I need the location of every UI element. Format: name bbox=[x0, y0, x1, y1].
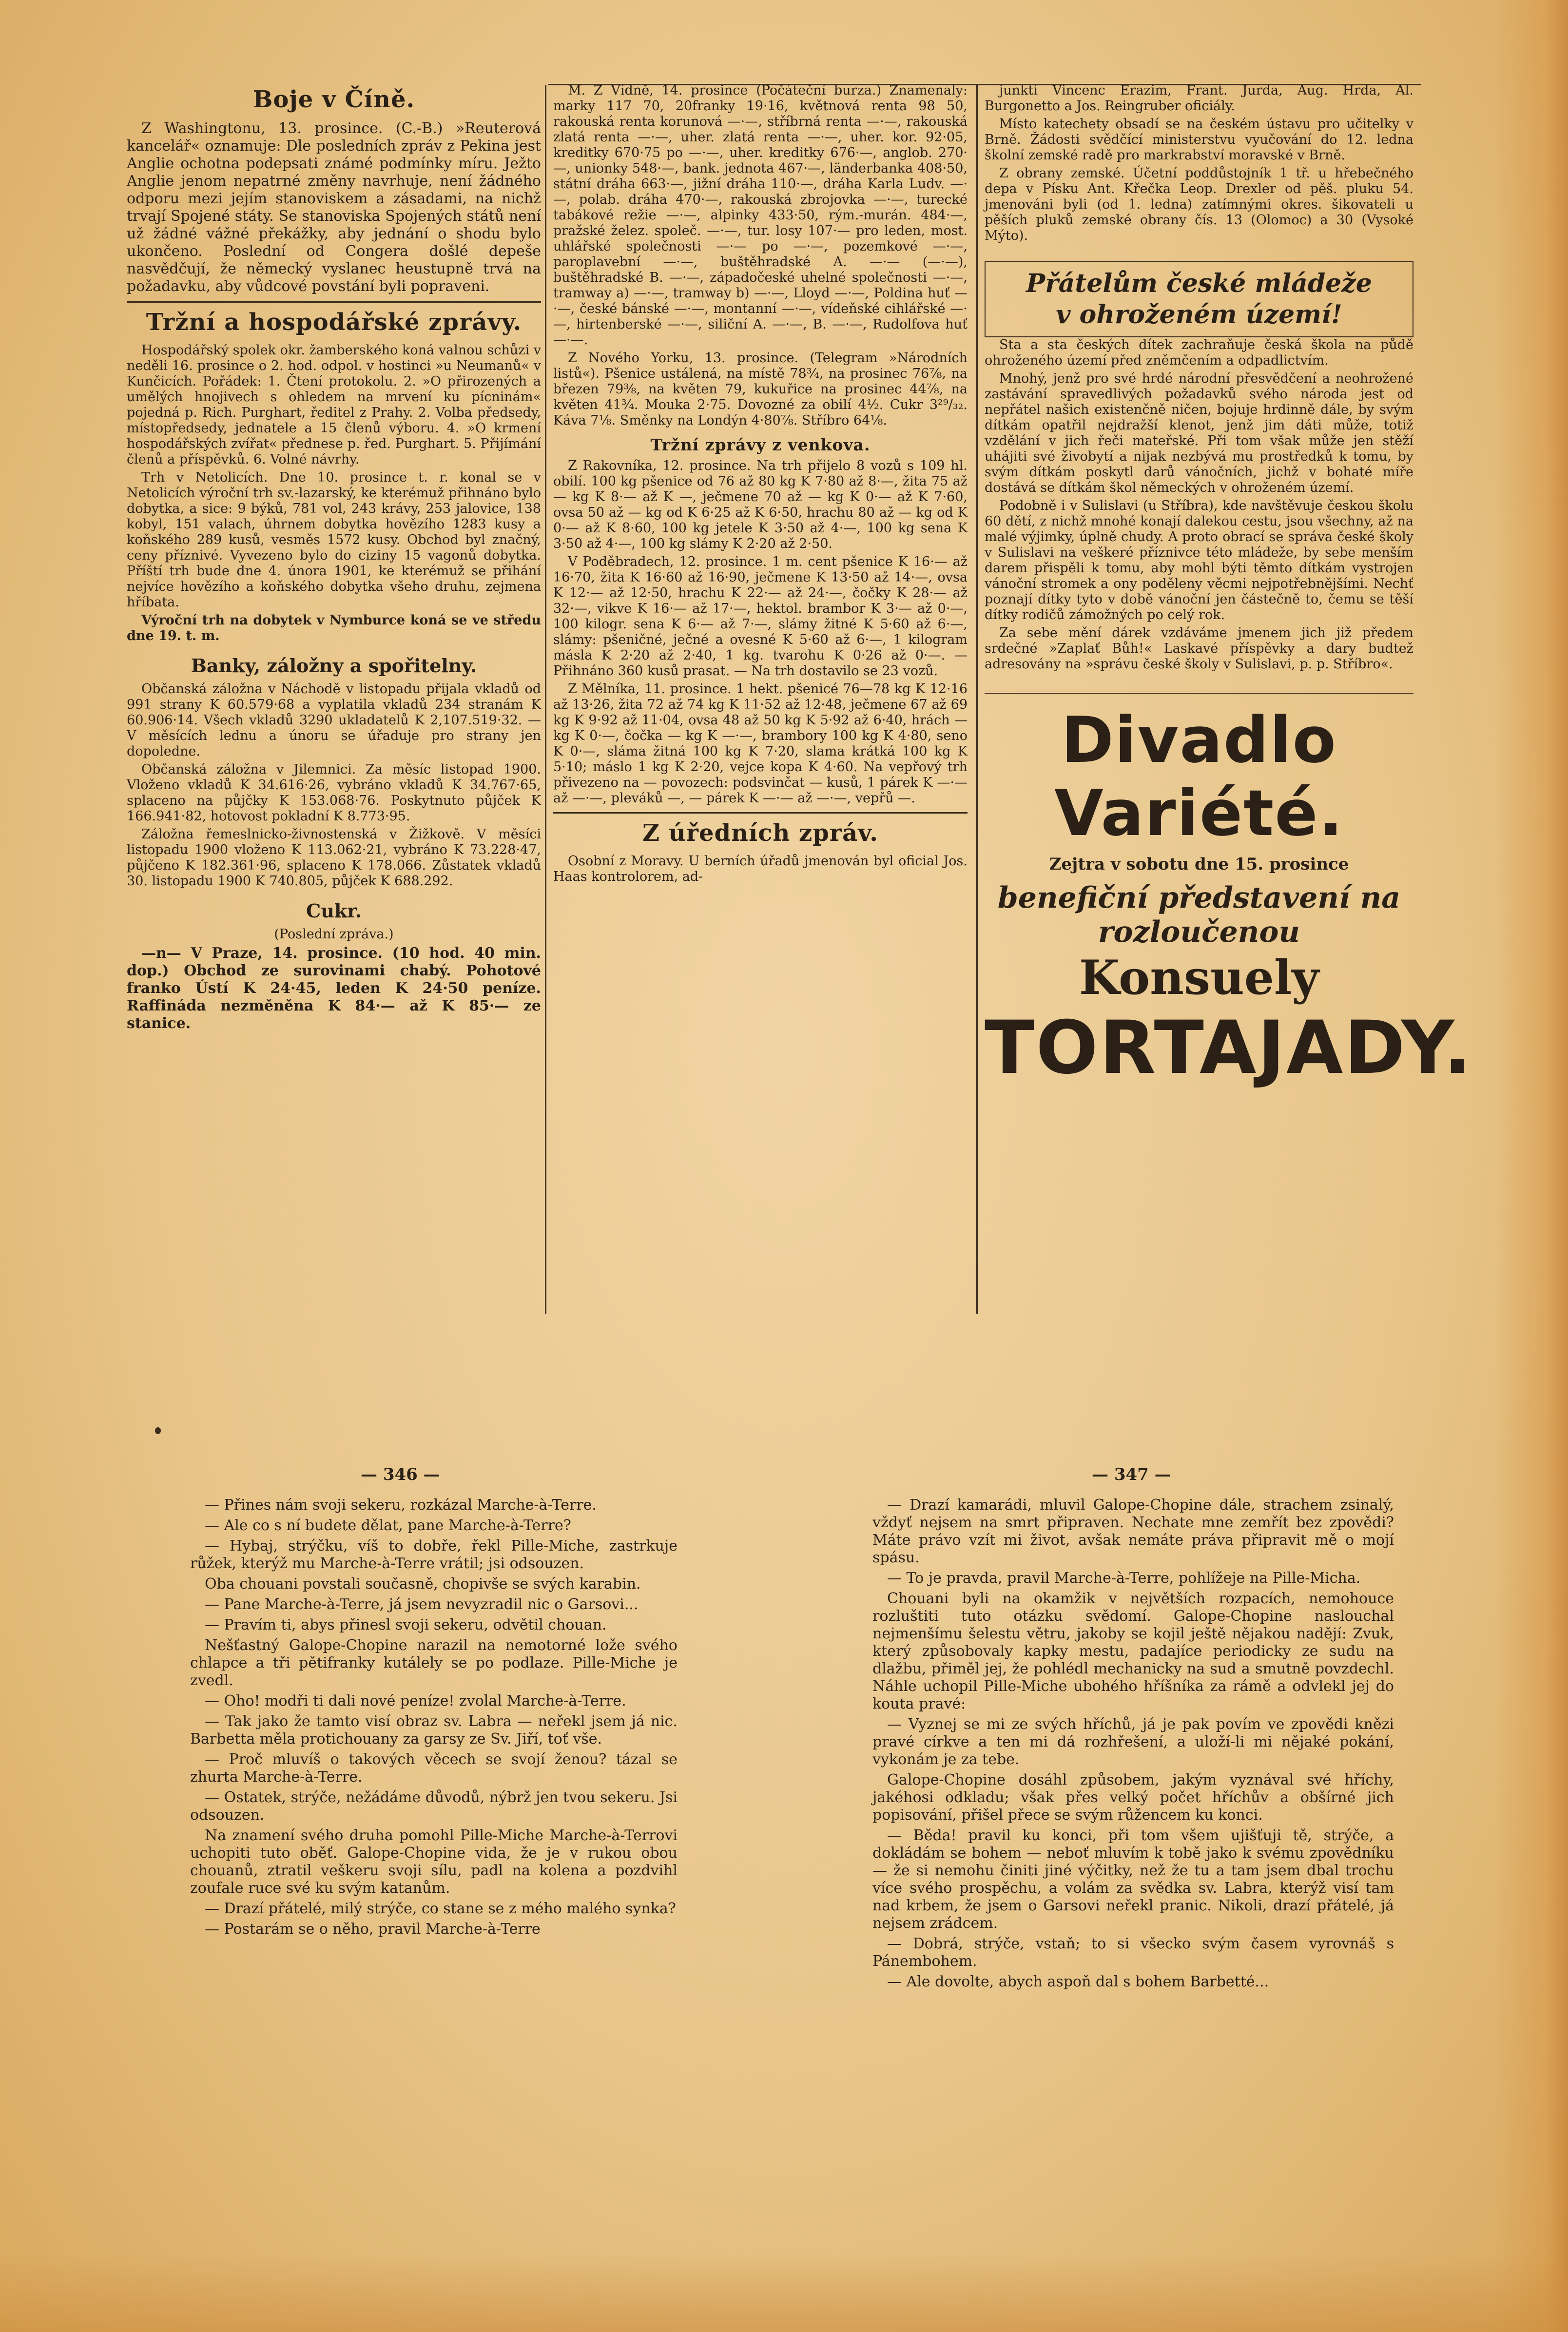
appeal-paragraph-2: Mnohý, jenž pro své hrdé národní přesvědčení a neohrožené zastávání spravedlivých požadavků svého národa jest od nepřátel našich existenčně ničen, bojuje hrdinně dále, by svým dítkám opatřil nejdražší klenot, jenž jim dáti může, totiž vzdělání v jich řeči mateřské. Při tom však může jen stěží uhájiti své živobytí a nijak nezbývá mu prostředků k tomu, by svým dítkám poskytl darů vánočních, jichž v bohaté míře dostává se dítkám škol německých v ohroženém území. bbox=[985, 371, 1413, 495]
article-melnik: Z Mělníka, 11. prosince. 1 hekt. pšenicé 76—78 kg K 12·16 až 13·26, žita 72 až 74 kg K 11·52 až 12·48, ječmene 67 až 69 kg K 9·92 až 11·04, ovsa 48 až 50 kg K 5·92 až 6·40, hrách — kg K 0·—, čočka — kg K —·—, brambory 100 kg K 4·80, seno K 0·—, sláma žitná 100 kg K 7·20, slama krátká 100 kg K 5·10; máslo 1 kg K 2·20, vejce kopa K 4·60. Na vepřový trh přivezeno na — povozech: podsvinčat — kusů, 1 párek K —·— až —·—, pleváků —, — párek K —·— až —·—, vepřů —. bbox=[553, 681, 968, 806]
novel-paragraph: — Hybaj, strýčku, víš to dobře, řekl Pille-Miche, zastrkuje růžek, kterýž mu Marche-à-Terre vrátil; jsi odsouzen. bbox=[190, 1537, 678, 1572]
novel-paragraph: Chouani byli na okamžik v největších rozpacích, nemohouce rozluštiti tuto otázku svědomí. Galope-Chopine naslouchal nejmenšímu šelestu větru, jakoby se kojil ještě nějakou nadějí: Zvuk, který způsobovaly kapky mestu, padajíce periodicky ze sudu na dlažbu, přiměl jej, že pohlédl mechanicky na sud a smutně povzdechl. Náhle uchopil Pille-Miche ubohého hříšníka za rámě a odvlekl jej do kouta pravé: bbox=[872, 1590, 1394, 1712]
divider bbox=[553, 812, 968, 814]
novel-paragraph: — Přines nám svoji sekeru, rozkázal Marche-à-Terre. bbox=[205, 1496, 597, 1514]
novel-paragraph: — Postarám se o něho, pravil Marche-à-Terre bbox=[205, 1921, 541, 1938]
appeal-box bbox=[985, 261, 1413, 337]
article-zizkov: Záložna řemeslnicko-živnostenská v Žižkově. V měsíci listopadu 1900 vloženo K 113.062·21, vybráno K 73.228·47, půjčeno K 182.361·96, splaceno K 178.066. Zůstatek vkladů 30. listopadu 1900 K 740.805, půjček K 688.292. bbox=[127, 827, 541, 889]
appeal-paragraph-3: Podobně i v Sulislavi (u Stříbra), kde navštěvuje českou školu 60 dětí, z nichž mnohé konají dalekou cestu, jsou všechny, až na malé výjimky, úplně chudy. A proto obrací se správa české školy v Sulislavi na veškeré příznivce této mládeže, by sebe menším darem přispěli k tomu, aby mohl býti těmto dítkám vystrojen vánoční stromek a ony poděleny věcmi nejpotřebnějšími. Nechť poznají dítky tyto v době vánoční jen částečně to, čemu se těší dítky rodičů zámožných po celý rok. bbox=[985, 498, 1413, 622]
heading-cukr: Cukr. bbox=[306, 900, 362, 922]
article-nachod: Občanská záložna v Náchodě v listopadu přijala vkladů od 991 strany K 60.579·68 a vyplatila vkladů 234 stranám K 60.906·14. Všech vkladů 3290 ukladatelů K 2,107.519·32. — V měsících lednu a únoru se úřaduje pro strany jen dopoledne. bbox=[127, 681, 541, 759]
appeal-paragraph-1: Sta a sta českých dítek zachraňuje česká škola na půdě ohroženého území před zněmčením a odpadlictvím. bbox=[985, 337, 1413, 368]
ad-performance: benefiční představení na rozloučenou bbox=[997, 881, 1401, 949]
article-podebrady: V Poděbradech, 12. prosince. 1 m. cent pšenice K 16·— až 16·70, žita K 16·60 až 16·90, ječmene K 13·50 až 14·—, ovsa K 12·— až 12·50, hrachu K 22·— až 24·—, čočky K 28·— až 32·—, vikve K 16·— až 17·—, hektol. brambor K 3·— až 0·—, 100 kilogr. sena K 6·— až 7·—, slámy žitné K 5·60 až 6·—, slámy: pšeničné, ječné a ovesné K 5·60 až 6·—, 1 kilogram másla K 2·20 až 2·40, 1 kg. tvarohu K 0·26 až 0·—. — Přihnáno 360 kusů prasat. — Na trh dostavilo se 23 vozů. bbox=[553, 554, 968, 679]
theatre-advertisement bbox=[985, 692, 1473, 1090]
column-2 bbox=[553, 83, 968, 1331]
novel-paragraph: — Dobrá, strýče, vstaň; to si všecko svým časem vyrovnáš s Pánembohem. bbox=[872, 1935, 1394, 1970]
column-1 bbox=[127, 83, 541, 1331]
article-nymburk: Výroční trh na dobytek v Nymburce koná se ve středu dne 19. t. m. bbox=[127, 613, 541, 643]
novel-paragraph: — Pane Marche-à-Terre, já jsem nevyzradil nic o Garsovi... bbox=[205, 1596, 639, 1613]
novel-paragraph: — Drazí přátelé, milý strýče, co stane se z mého malého synka? bbox=[205, 1900, 676, 1917]
appeal-title-line1: Přátelům české mládeže bbox=[1026, 269, 1372, 298]
novel-column-left bbox=[190, 1496, 678, 2252]
heading-trzni-venkov: Tržní zprávy z venkova. bbox=[650, 435, 871, 454]
novel-paragraph: — Tak jako že tamto visí obraz sv. Labra — neřekl jsem já nic. Barbetta měla protichouany za garsy ze Sv. Jiří, toť vše. bbox=[190, 1713, 678, 1748]
novel-paragraph: — Proč mluvíš o takových věcech se svojí ženou? tázal se zhurta Marche-à-Terre. bbox=[190, 1751, 678, 1786]
novel-paragraph: — Běda! pravil ku konci, při tom všem ujišťuji tě, strýče, a dokládám se bohem — neboť mluvím k tobě jako k svému zpovědníku — že si nemohu činiti jiné výčitky, než že tu a tam jsem dbal trochu více svého prospěchu, a volám za svědka sv. Labra, kterýž visí tam nad krbem, že jsem o Garsovi neřekl pranic. Nikoli, drazí přátelé, já nejsem zrádcem. bbox=[872, 1827, 1394, 1932]
article-oficialove: junkti Vincenc Erazim, Frant. Jurda, Aug. Hrda, Al. Burgonetto a Jos. Reingruber oficiály. bbox=[985, 83, 1413, 114]
novel-paragraph: — Drazí kamarádi, mluvil Galope-Chopine dále, strachem zsinalý, vždyť nejsem na smrt připraven. Nechate mne zemřít bez zpovědi? Máte právo vzít mi život, avšak nemáte práva připravit mě o mojí spásu. bbox=[872, 1496, 1394, 1566]
column-rule-2 bbox=[976, 85, 978, 1314]
paper-edge-bottom bbox=[0, 2254, 1568, 2332]
column-3 bbox=[985, 83, 1473, 1331]
article-misto-katechety: Místo katechety obsadí se na českém ústavu pro učitelky v Brně. Žádosti svědčící ministerstvu vyučování do 12. ledna školní zemské radě pro markrabství moravské v Brně. bbox=[985, 117, 1413, 163]
novel-paragraph: — Vyznej se mi ze svých hříchů, já je pak povím ve zpovědi knězi pravé církve a ten mi dá rozhřešení, a uloží-li mi nějaké pokání, vykonám je za tebe. bbox=[872, 1716, 1394, 1768]
ink-spot bbox=[155, 1427, 161, 1434]
novel-paragraph: Nešťastný Galope-Chopine narazil na nemotorné lože svého chlapce a tři pětifranky kutálely se po podlaze. Pille-Miche je zvedl. bbox=[190, 1637, 678, 1689]
heading-z-urednich-zprav: Z úředních zpráv. bbox=[642, 819, 878, 847]
page-number-right: — 347 — bbox=[1092, 1465, 1171, 1484]
novel-paragraph: — Pravím ti, abys přinesl svoji sekeru, odvětil chouan. bbox=[205, 1616, 607, 1633]
novel-paragraph: — Oho! modři ti dali nové peníze! zvolal Marche-à-Terre. bbox=[205, 1692, 626, 1710]
ad-name-first: Konsuely bbox=[1079, 950, 1319, 1005]
novel-paragraph: — Ale co s ní budete dělat, pane Marche-à-Terre? bbox=[205, 1517, 571, 1534]
novel-paragraph: Oba chouani povstali současně, chopivše se svých karabin. bbox=[205, 1575, 641, 1593]
ad-date: Zejtra v sobotu dne 15. prosince bbox=[1049, 855, 1349, 874]
page-number-left: — 346 — bbox=[361, 1465, 440, 1484]
ad-title: Divadlo Variété. bbox=[1054, 703, 1344, 850]
heading-trzni-zpravy: Tržní a hospodářské zprávy. bbox=[146, 309, 522, 336]
appeal-title-line2: v ohroženém území! bbox=[1056, 300, 1342, 330]
novel-paragraph: Galope-Chopine dosáhl způsobem, jakým vyznával své hříchy, jakéhosi odkladu; však přes velký počet hříchův a obšírné jich popisování, přišel přece se svým růžencem ku konci. bbox=[872, 1771, 1394, 1824]
article-viden-burza: M. Z Vídně, 14. prosince (Počáteční burza.) Znamenaly: marky 117 70, 20franky 19·16, květnová renta 98 50, rakouská renta korunová —·—, stříbrná renta —·—, rakouská zlatá renta —·—, uher. zlatá renta —·—, uher. kor. 92·05, kreditky 670·75 po —·—, uher. kreditky 676·—, anglob. 270·—, unionky 548·—, bank. jednota 467·—, länderbanka 408·50, státní dráha 663·—, jižní dráha 110·—, dráha Karla Ludv. —·—, polab. dráha 470·—, rakouská zbrojovka —·—, turecké tabákové režie —·—, alpinky 433·50, rým.-murán. 484·—, pražské želez. společ. —·—, tur. losy 107·— pro leden, most. uhlářské společnosti —·— po —·—, pozemkové —·—, paroplavební —·—, buštěhradské A. —·— (—·—), buštěhradské B. —·—, západočeské uhelné společnosti —·—, tramway a) —·—, tramway b) —·—, Lloyd —·—, Poldina huť —·—, české bánské —·—, montanní —·—, vídeňské cihlářské —·—, hirtenberské —·—, siliční A. —·—, B. —·—, Rudolfova huť —·—. bbox=[553, 83, 968, 348]
novel-paragraph: Na znamení svého druha pomohl Pille-Miche Marche-à-Terrovi uchopiti tuto oběť. Galope-Chopine vida, že je v rukou obou chouanů, ztratil veškeru svoji sílu, padl na kolena a pozdvihl zoufale ruce své ku svým katanům. bbox=[190, 1827, 678, 1897]
appeal-paragraph-4: Za sebe mění dárek vzdáváme jmenem jich již předem srdečné »Zaplať Bůh!« Laskavé příspěvky a dary budtež adresovány na »správu české školy v Sulislavi, p. p. Stříbro«. bbox=[985, 625, 1413, 672]
paper-edge-right bbox=[1495, 0, 1568, 2332]
column-rule-1 bbox=[545, 85, 546, 1314]
ad-frame-top bbox=[985, 692, 1413, 694]
heading-banky: Banky, záložny a spořitelny. bbox=[191, 655, 477, 677]
novel-column-right bbox=[872, 1496, 1394, 2252]
article-rakovnik: Z Rakovníka, 12. prosince. Na trh přijelo 8 vozů s 109 hl. obilí. 100 kg pšenice od 76 až 80 kg K 7·80 až 8·—, žita 75 až — kg K 8·— až K —, ječmene 70 až — kg K 0·— až K 7·60, ovsa 50 až — kg od K 6·25 až K 6·50, hrachu 80 až — kg od K 0·— až K 8·60, 100 kg jetele K 3·50 až 4·—, 100 kg sena K 3·50 až 4·—, 100 kg slámy K 2·20 až 2·50. bbox=[553, 458, 968, 551]
article-praha-cukr: —n— V Praze, 14. prosince. (10 hod. 40 min. dop.) Obchod ze surovinami chabý. Pohotové franko Ústí K 24·45, leden K 24·50 peníze. Raffináda nezměněna K 84·— až K 85·— ze stanice. bbox=[127, 945, 541, 1032]
article-jilemnice: Občanská záložna v Jilemnici. Za měsíc listopad 1900. Vloženo vkladů K 34.616·26, vybráno vkladů K 34.767·65, splaceno na půjčky K 153.068·76. Poskytnuto půjček K 166.941·82, hotovost pokladní K 8.773·95. bbox=[127, 762, 541, 824]
novel-paragraph: — Ale dovolte, abych aspoň dal s bohem Barbetté... bbox=[887, 1973, 1269, 1990]
article-hospodarsky-spolek: Hospodářský spolek okr. žamberského koná valnou schůzi v neděli 16. prosince o 2. hod. odpol. v hostinci »u Neumanů« v Kunčicích. Pořádek: 1. Čtení protokolu. 2. »O přirozených a umělých hnojivech s ohledem na mrvení ku pícninám« pojedná p. Rich. Purghart, ředitel z Prahy. 2. Volba předsedy, místopředsedy, jednatele a 15 členů výboru. 4. »O krmení hospodářských zvířat« přednese p. řed. Purghart. 5. Přijímání členů a příspěvků. 6. Volné návrhy. bbox=[127, 343, 541, 467]
subheading-posledni-zprava: (Poslední zpráva.) bbox=[274, 927, 394, 942]
novel-paragraph: — To je pravda, pravil Marche-à-Terre, pohlížeje na Pille-Micha. bbox=[887, 1570, 1361, 1587]
article-obrana-zemska: Z obrany zemské. Účetní poddůstojník 1 tř. u hřebečného depa v Písku Ant. Křečka Leop. Drexler od pěš. pluku 54. jmenováni byli (od 1. ledna) zatímnými okres. šikovateli u pěších pluků zemské obrany čís. 13 (Olomoc) a 30 (Vysoké Mýto). bbox=[985, 166, 1413, 243]
article-osobni-morava: Osobní z Moravy. U berních úřadů jmenován byl oficial Jos. Haas kontrolorem, ad- bbox=[553, 854, 968, 884]
ad-name-last: TORTAJADY. bbox=[985, 1006, 1473, 1090]
article-trh-netolice: Trh v Netolicích. Dne 10. prosince t. r. konal se v Netolicích výroční trh sv.-lazarský, ke kterémuž přihnáno bylo dobytka, a sice: 9 býků, 781 vol, 243 krávy, 253 jalovice, 138 kobyl, 151 valach, úhrnem dobytka hovězího 1283 kusy a koňského 289 kusů, vesměs 1572 kusy. Obchod byl značný, ceny příznivé. Vyvezeno bylo do ciziny 15 vagonů dobytka. Příští trh bude dne 4. února 1901, ke kterémuž se přihání nejvíce hovězího a koňského dobytka všeho druhu, zejmena hříbata. bbox=[127, 470, 541, 610]
article-new-york: Z Nového Yorku, 13. prosince. (Telegram »Národních listů«). Pšenice ustálená, na místě 78¾, na prosinec 76⅞, na březen 79⅜, na květen 79, kukuřice na prosinec 44⅞, na květen 41¾. Mouka 2·75. Dovozné za obilí 4½. Cukr 3²⁹/₃₂. Káva 7⅛. Směnky na Londýn 4·80⅞. Stříbro 64⅛. bbox=[553, 350, 968, 428]
divider bbox=[127, 301, 541, 303]
heading-boje-v-cine: Boje v Číně. bbox=[252, 86, 415, 113]
novel-paragraph: — Ostatek, strýče, nežádáme důvodů, nýbrž jen tvou sekeru. Jsi odsouzen. bbox=[190, 1789, 678, 1824]
article-washington: Z Washingtonu, 13. prosince. (C.-B.) »Reuterová kancelář« oznamuje: Dle posledních zpráv z Pekina jest Anglie ochotna podepsati známé podmínky míru. Ježto Anglie jenom nepatrné změny navrhuje, není žádného odporu mezi jejím stanoviskem a zásadami, na nichž trvají Spojené státy. Se stanoviska Spojených států není už žádné vážné překážky, aby jednání o shodu bylo ukončeno. Poslední od Congera došlé depeše nasvědčují, že německý vyslanec heustupně trvá na požadavku, aby vůdcové povstání byli popraveni. bbox=[127, 120, 541, 295]
